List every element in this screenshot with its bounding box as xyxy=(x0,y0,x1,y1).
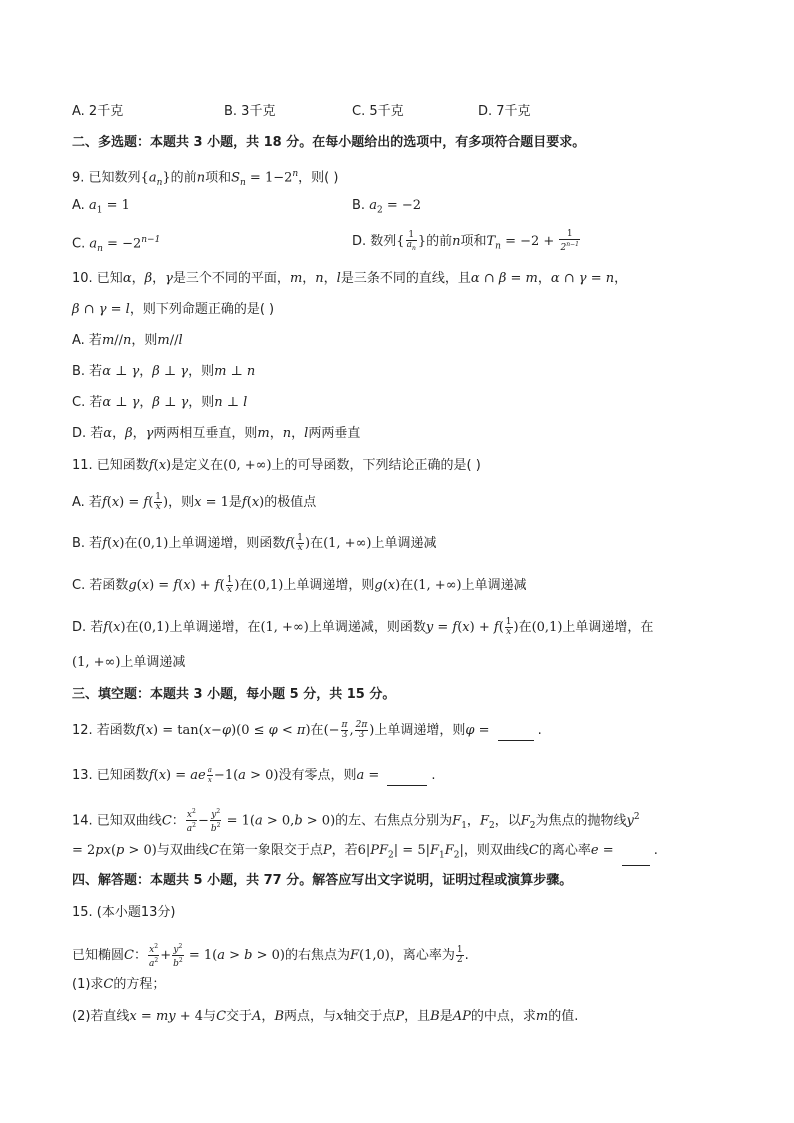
q9-option-c: C. $a_n = -2^{n-1}$ xyxy=(72,235,161,254)
q9-option-d: D. 数列{ $\frac{1}{a_n}$ }的前n项和$T_n = -2$ + $\frac{1}{2^{n-1}}$ xyxy=(352,229,579,253)
q10-option-d: D. 若α，β，γ两两相互垂直，则m，n，l两两垂直 xyxy=(72,426,361,441)
q9-option-b: B. $a_2 = -2$ xyxy=(352,198,422,216)
q9-option-a: A. $a_1 = 1$ xyxy=(72,198,130,216)
q10-stem-line1: 10. 已知α，β，γ是三个不同的平面，m，n，l是三条不同的直线，且α ∩ β = m，α ∩ γ = n， xyxy=(72,271,628,286)
q11-option-c: C. 若函数g(x) = f(x) + f( $\frac{1}{x}$ )在(0,1)上单调递增，则g(x)在(1, +∞)上单调递减 xyxy=(72,575,527,595)
q13-answer-blank[interactable] xyxy=(387,785,427,786)
q11-option-a: A. 若f(x) = f( $\frac{1}{x}$ )，则x = 1是f(x)的极值点 xyxy=(72,492,317,512)
q11-stem: 11. 已知函数f(x)是定义在(0, +∞)上的可导函数，下列结论正确的是( ) xyxy=(72,458,481,473)
q11-option-d-line2: (1, +∞)上单调递减 xyxy=(72,655,186,670)
q11-option-d: D. 若f(x)在(0,1)上单调递增，在(1, +∞)上单调递减，则函数y = f(x) + f( $\frac{1}{x}$ )在(0,1)上单调递增，在 xyxy=(72,617,654,637)
q10-option-a: A. 若m//n，则m//l xyxy=(72,333,183,348)
q14-answer-blank[interactable] xyxy=(622,865,650,866)
q13: 13. 已知函数f(x) = ae $^{\frac{a}{x}}$ −1(a > 0)没有零点，则a = . xyxy=(72,766,436,784)
q10-option-b: B. 若α ⊥ γ，β ⊥ γ，则m ⊥ n xyxy=(72,364,256,379)
q11-option-b: B. 若f(x)在(0,1)上单调递增，则函数f( $\frac{1}{x}$ )在(1, +∞)上单调递减 xyxy=(72,533,437,553)
q12: 12. 若函数f(x) = tan(x−φ)(0 ≤ φ < π)在(− $\frac{\pi}{3}$ , $\frac{2\pi}{3}$ )上单调递增，则φ = . xyxy=(72,720,542,740)
section2-header: 二、多选题：本题共 3 小题，共 18 分。在每小题给出的选项中，有多项符合题目要求。 xyxy=(72,135,586,150)
q10-stem-line2: β ∩ γ = l，则下列命题正确的是( ) xyxy=(72,302,275,317)
q12-answer-blank[interactable] xyxy=(498,740,534,741)
q8-option-d: D. 7千克 xyxy=(478,104,531,119)
q15-title: 15. (本小题13分) xyxy=(72,905,176,920)
q15-part2: (2)若直线x = my + 4与C交于A，B两点，与x轴交于点P，且B是AP的中点，求m的值. xyxy=(72,1009,579,1024)
q15-stem: 已知椭圆C： $\frac{x^2}{a^2}$ + $\frac{y^2}{b^2}$ = 1(a > b > 0)的右焦点为F(1,0)，离心率为 $\frac{1}{2}$ . xyxy=(72,943,469,969)
q10-option-c: C. 若α ⊥ γ，β ⊥ γ，则n ⊥ l xyxy=(72,395,248,410)
q14-line1: 14. 已知双曲线C： $\frac{x^2}{a^2}$ − $\frac{y^2}{b^2}$ = 1(a > 0,b > 0)的左、右焦点分别为$F_1$，$F_2$，以$F_2$为焦点的抛物线$y^2$ xyxy=(72,808,640,835)
q8-option-c: C. 5千克 xyxy=(352,104,404,119)
q15-part1: (1)求C的方程； xyxy=(72,977,166,992)
section4-header: 四、解答题：本题共 5 小题，共 77 分。解答应写出文字说明，证明过程或演算步骤。 xyxy=(72,873,573,888)
section3-header: 三、填空题：本题共 3 小题，每小题 5 分，共 15 分。 xyxy=(72,687,396,702)
q8-option-b: B. 3千克 xyxy=(224,104,276,119)
q14-line2: = 2px(p > 0)与双曲线C在第一象限交于点P，若$6|PF_2| = 5|F_1F_2|$，则双曲线C的离心率e = . xyxy=(72,841,658,866)
q8-option-a: A. 2千克 xyxy=(72,104,124,119)
q9-stem: 9. 已知数列$\{a_n\}$的前n项和$S_n = 1-2^n$，则( ) xyxy=(72,169,339,188)
